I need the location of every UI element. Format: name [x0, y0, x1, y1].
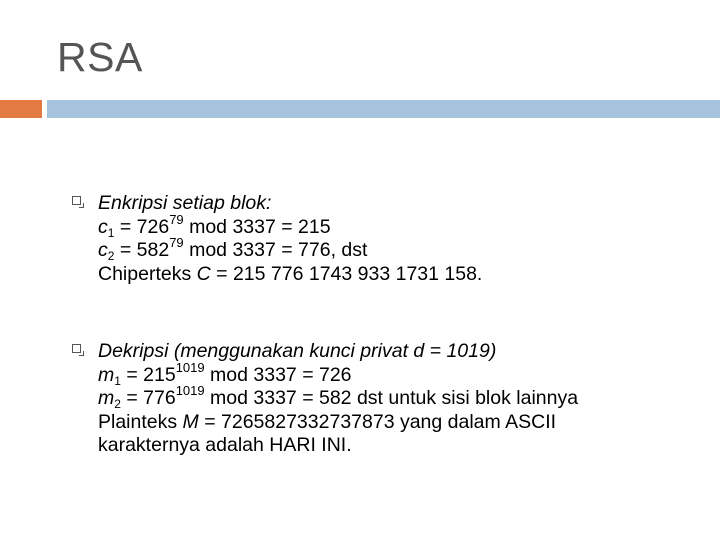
square-bullet-icon	[72, 344, 81, 353]
decryption-heading: Dekripsi (menggunakan kunci privat d = 1019)	[98, 340, 497, 362]
slide-title: RSA	[57, 34, 143, 80]
square-bullet-icon	[72, 196, 81, 205]
encryption-heading: Enkripsi setiap blok:	[98, 192, 272, 214]
title-rule-accent	[0, 100, 42, 118]
bullet-encryption	[70, 192, 710, 286]
title-rule-bar	[47, 100, 720, 118]
equation-m1: $m_1 = 215^{1019}$ mod 3337 = 726	[98, 359, 352, 388]
bullet-decryption	[70, 340, 710, 458]
equation-m2: $m_2 = 776^{1019}$ mod 3337 = 582 dst untuk sisi blok lainnya	[98, 383, 579, 411]
equation-c1: $c_1 = 726^{79}$ mod 3337 = 215	[98, 211, 331, 240]
ciphertext-line: Chiperteks C = 215 776 1743 933 1731 158.	[98, 262, 483, 285]
plaintext-line: Plainteks M = 7265827332737873 yang dalam ASCII	[98, 410, 557, 433]
bullet-encryption-text	[98, 192, 710, 286]
plaintext-continuation: karakternya adalah HARI INI.	[98, 434, 352, 456]
bullet-decryption-text	[98, 340, 710, 458]
equation-c2: $c_2 = 582^{79}$ mod 3337 = 776, dst	[98, 235, 368, 263]
